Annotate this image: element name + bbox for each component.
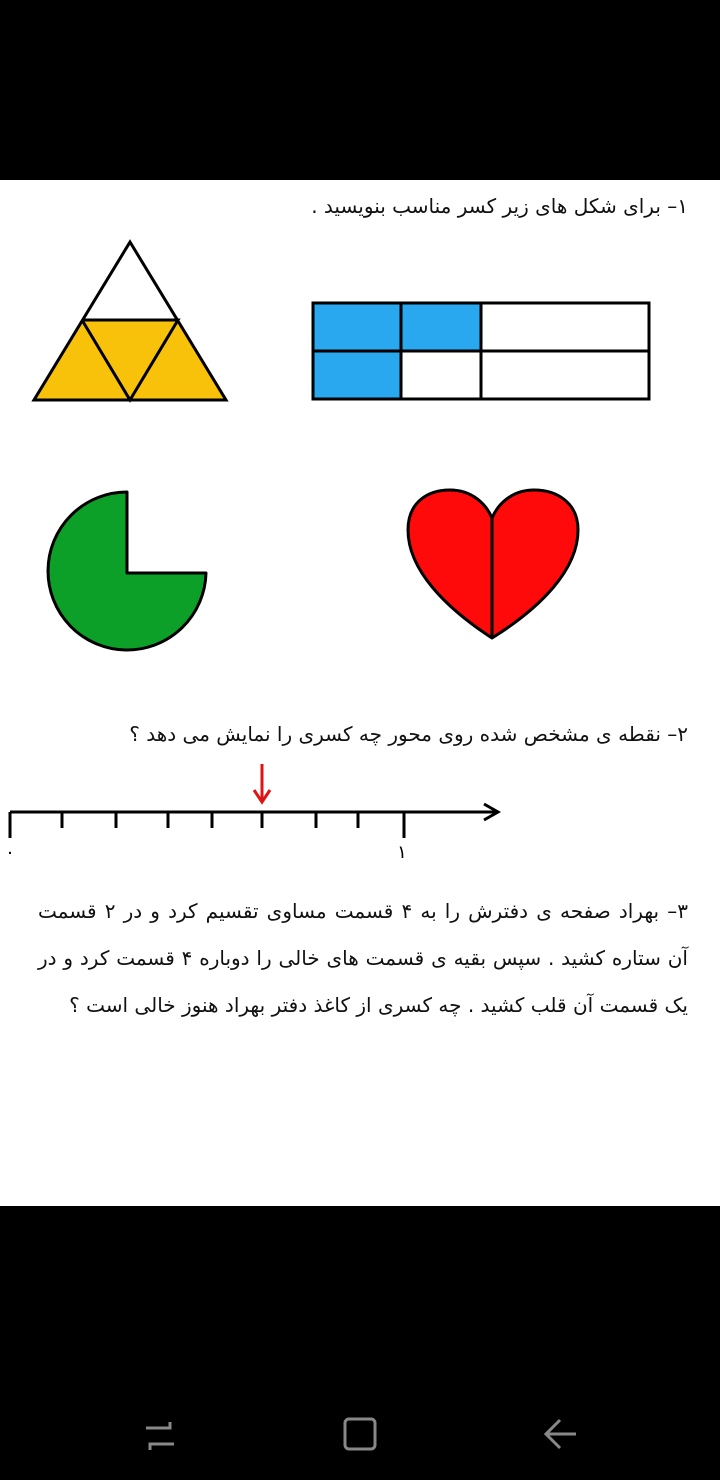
rect-cell-2: [401, 303, 481, 351]
status-bar-area: [0, 0, 720, 180]
heart-figure: [406, 488, 582, 644]
recent-apps-icon[interactable]: [130, 1406, 190, 1466]
navigation-bar: [0, 1206, 720, 1480]
question-3-text: ۳– بهراد صفحه ی دفترش را به ۴ قسمت مساوی تقسیم کرد و در ۲ قسمت آن ستاره کشید . سپس بقیه ی قسمت های خالی را دوباره ۴ قسمت کرد و در یک قسمت آن قلب کشید . چه کسری از کاغذ دفتر بهراد هنوز خالی است ؟: [38, 899, 688, 1017]
number-line-label-start: ۰: [5, 842, 15, 860]
number-line-label-end: ۱: [397, 842, 407, 860]
number-line: [0, 760, 520, 860]
worksheet-page: [0, 180, 720, 1206]
triangle-figure: [30, 238, 230, 404]
back-icon[interactable]: [532, 1406, 592, 1466]
home-icon[interactable]: [330, 1406, 390, 1466]
rect-cell-1: [313, 303, 401, 351]
question-2-text: ۲– نقطه ی مشخص شده روی محور چه کسری را نمایش می دهد ؟: [129, 722, 688, 746]
rect-cell-4: [313, 351, 401, 399]
triangle-part-top: [82, 242, 178, 320]
rectangle-figure: [310, 300, 652, 402]
question-1-text: ۱– برای شکل های زیر کسر مناسب بنویسید .: [311, 194, 688, 218]
circle-three-quarters-figure: [46, 488, 212, 654]
